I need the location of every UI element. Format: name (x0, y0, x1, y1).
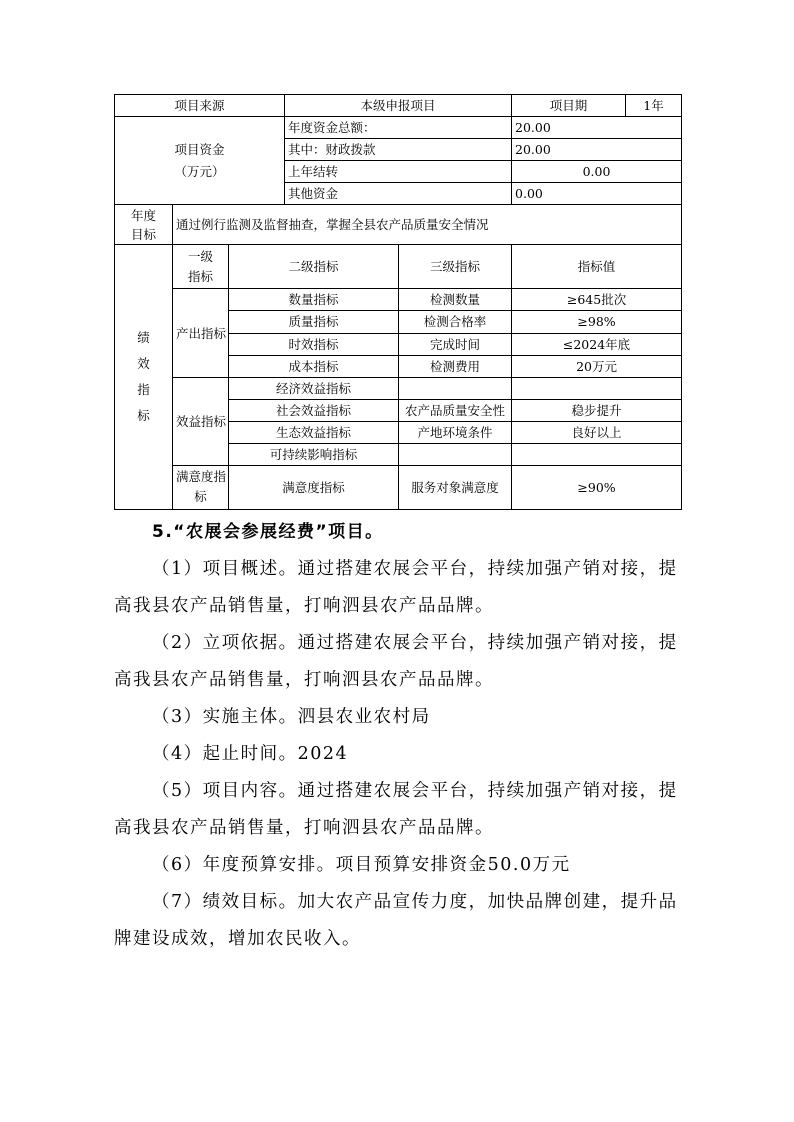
table-cell-value: ≥645批次 (512, 289, 682, 311)
table-cell-l2: 经济效益指标 (229, 377, 399, 399)
performance-indicator-label: 绩 效 指 标 (115, 245, 173, 510)
paragraph-period: （4）起止时间。2024 (152, 744, 349, 764)
table-cell-l3: 服务对象满意度 (399, 465, 512, 509)
paragraph-overview: （1）项目概述。通过搭建农展会平台，持续加强产销对接，提高我县农产品销售量，打响泗县农产品品牌。 (114, 559, 678, 616)
table-cell-l2: 数量指标 (229, 289, 399, 311)
annual-goal-text: 通过例行监测及监督抽查，掌握全县农产品质量安全情况 (173, 205, 682, 245)
table-cell-value (512, 443, 682, 465)
funds-other-label: 其他资金 (285, 183, 512, 205)
table-cell-l3: 检测合格率 (399, 311, 512, 333)
project-source-value: 本级申报项目 (285, 95, 512, 117)
funds-total-label: 年度资金总额： (285, 117, 512, 139)
table-cell-l3: 检测数量 (399, 289, 512, 311)
table-cell-l2: 时效指标 (229, 333, 399, 355)
table-cell-l2: 成本指标 (229, 355, 399, 377)
project-period-value: 1年 (643, 98, 664, 114)
table-cell-l3 (399, 443, 512, 465)
table-cell-l3: 农产品质量安全性 (399, 399, 512, 421)
table-cell-l2: 质量指标 (229, 311, 399, 333)
table-cell-value: 稳步提升 (512, 399, 682, 421)
funds-total-value: 20.00 (512, 117, 682, 139)
table-cell-value: ≥98% (512, 311, 682, 333)
funds-carryover-value: 0.00 (512, 161, 682, 183)
header-level1: 一级 指标 (173, 245, 229, 289)
table-cell-l2: 生态效益指标 (229, 421, 399, 443)
output-indicator-label: 产出指标 (173, 289, 229, 377)
funds-fiscal-value: 20.00 (512, 139, 682, 161)
paragraph-goal: （7）绩效目标。加大农产品宣传力度，加快品牌创建，提升品牌建设成效，增加农民收入。 (114, 892, 678, 949)
paragraph-implementer: （3）实施主体。泗县农业农村局 (152, 707, 431, 727)
table-cell-value: 20万元 (512, 355, 682, 377)
table-cell-value: 良好以上 (512, 421, 682, 443)
section-body (114, 514, 694, 958)
satisfaction-indicator-label: 满意度指 标 (173, 465, 229, 509)
header-level3: 三级指标 (399, 245, 512, 289)
funds-carryover-label: 上年结转 (285, 161, 512, 183)
project-budget-table (114, 94, 682, 510)
project-source-label: 项目来源 (115, 95, 285, 117)
paragraph-basis: （2）立项依据。通过搭建农展会平台，持续加强产销对接，提高我县农产品销售量，打响泗县农产品品牌。 (114, 633, 678, 690)
header-value: 指标值 (512, 245, 682, 289)
table-cell-l3: 完成时间 (399, 333, 512, 355)
funds-other-value: 0.00 (512, 183, 682, 205)
project-funds-label: 项目资金 （万元） (115, 117, 285, 205)
table-cell-l2: 可持续影响指标 (229, 443, 399, 465)
table-cell-value: ≤2024年底 (512, 333, 682, 355)
annual-goal-label: 年度 目标 (115, 205, 173, 245)
header-level2: 二级指标 (229, 245, 399, 289)
section-heading: 5.“农展会参展经费”项目。 (152, 522, 384, 542)
table-cell-value: ≥90% (512, 465, 682, 509)
funds-fiscal-label: 其中：财政拨款 (285, 139, 512, 161)
table-cell-l2: 社会效益指标 (229, 399, 399, 421)
table-cell-l3: 产地环境条件 (399, 421, 512, 443)
table-cell-l3: 检测费用 (399, 355, 512, 377)
paragraph-budget: （6）年度预算安排。项目预算安排资金50.0万元 (152, 855, 571, 875)
paragraph-content: （5）项目内容。通过搭建农展会平台，持续加强产销对接，提高我县农产品销售量，打响泗县农产品品牌。 (114, 781, 678, 838)
table-cell-value (512, 377, 682, 399)
table-cell-l3 (399, 377, 512, 399)
benefit-indicator-label: 效益指标 (173, 377, 229, 465)
project-period-label: 项目期 (512, 95, 626, 116)
table-cell-l2: 满意度指标 (229, 465, 399, 509)
